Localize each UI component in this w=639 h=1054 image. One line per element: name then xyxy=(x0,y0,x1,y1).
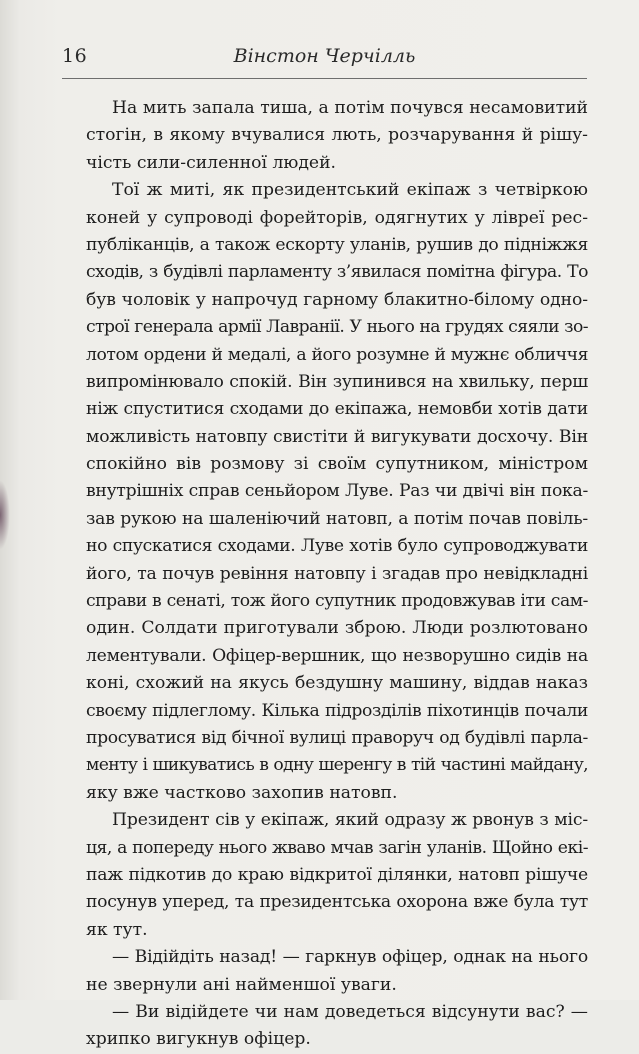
text-line: посунув уперед, та президентська охорона вже була тут xyxy=(86,892,588,913)
text-line: менту і шикуватись в одну шеренгу в тій частині майдану, xyxy=(86,755,588,776)
text-line: хрипко вигукнув офіцер. xyxy=(86,1029,311,1050)
body-text xyxy=(86,95,588,1054)
text-line: можливість натовпу свистіти й вигукувати досхочу. Він xyxy=(86,426,588,447)
running-head: Вінстон Черчілль xyxy=(233,45,416,67)
text-line: паж підкотив до краю відкритої ділянки, натовп рішуче xyxy=(86,864,588,885)
text-line: ніж спуститися сходами до екіпажа, немовби хотів дати xyxy=(86,399,588,420)
spine-shadow xyxy=(0,480,10,550)
text-line: — Відійдіть назад! — гаркнув офіцер, однак на нього xyxy=(112,947,588,968)
text-line: зав рукою на шаленіючий натовп, а потім почав повіль- xyxy=(86,508,588,529)
text-line: внутрішніх справ сеньйором Луве. Раз чи двічі він пока- xyxy=(86,481,588,502)
page-number: 16 xyxy=(62,45,88,67)
text-line: ця, а попереду нього жваво мчав загін уланів. Щойно екі- xyxy=(86,837,588,858)
text-line: но спускатися сходами. Луве хотів було супроводжувати xyxy=(86,536,588,557)
text-line: сходів, з будівлі парламенту з’явилася помітна фігура. То xyxy=(86,262,588,283)
text-line: справи в сенаті, тож його супутник продовжував іти сам- xyxy=(86,591,588,612)
text-line: як тут. xyxy=(86,919,148,940)
text-line: спокійно вів розмову зі своїм супутником, міністром xyxy=(86,454,588,475)
text-line: лементували. Офіцер-вершник, що незворушно сидів на xyxy=(86,645,588,666)
text-line: коні, схожий на якусь бездушну машину, віддав наказ xyxy=(86,673,588,694)
text-line: коней у супроводі форейторів, одягнутих у лівреї рес- xyxy=(86,207,588,228)
text-line: Тої ж миті, як президентський екіпаж з четвіркою xyxy=(112,180,588,201)
text-line: чість сили-силенної людей. xyxy=(86,152,337,173)
header-rule xyxy=(62,78,587,79)
text-line: своєму підлеглому. Кілька підрозділів піхотинців почали xyxy=(86,700,588,721)
text-line: публіканців, а також ескорту уланів, рушив до підніжжя xyxy=(86,234,588,255)
text-line: не звернули ані найменшої уваги. xyxy=(86,974,397,995)
text-line: — Ви відійдете чи нам доведеться відсунути вас? — xyxy=(112,1001,588,1022)
text-line: стогін, в якому вчувалися лють, розчарування й рішу- xyxy=(86,125,588,146)
text-line: Президент сів у екіпаж, який одразу ж рвонув з міс- xyxy=(112,810,588,831)
text-line: строї генерала армії Лавранії. У нього на грудях сяяли зо- xyxy=(86,317,588,338)
text-line: його, та почув ревіння натовпу і згадав про невідкладні xyxy=(86,563,588,584)
text-line: просуватися від бічної вулиці праворуч од будівлі парла- xyxy=(86,727,588,748)
text-line: був чоловік у напрочуд гарному блакитно-білому одно- xyxy=(86,289,588,310)
text-line: випромінювало спокій. Він зупинився на хвильку, перш xyxy=(86,371,588,392)
page-header xyxy=(62,42,587,78)
text-line: яку вже частково захопив натовп. xyxy=(86,782,398,803)
text-line: один. Солдати приготували зброю. Люди розлютовано xyxy=(86,618,588,639)
text-line: На мить запала тиша, а потім почувся несамовитий xyxy=(112,98,588,118)
text-line: лотом ордени й медалі, а його розумне й мужнє обличчя xyxy=(86,344,588,365)
